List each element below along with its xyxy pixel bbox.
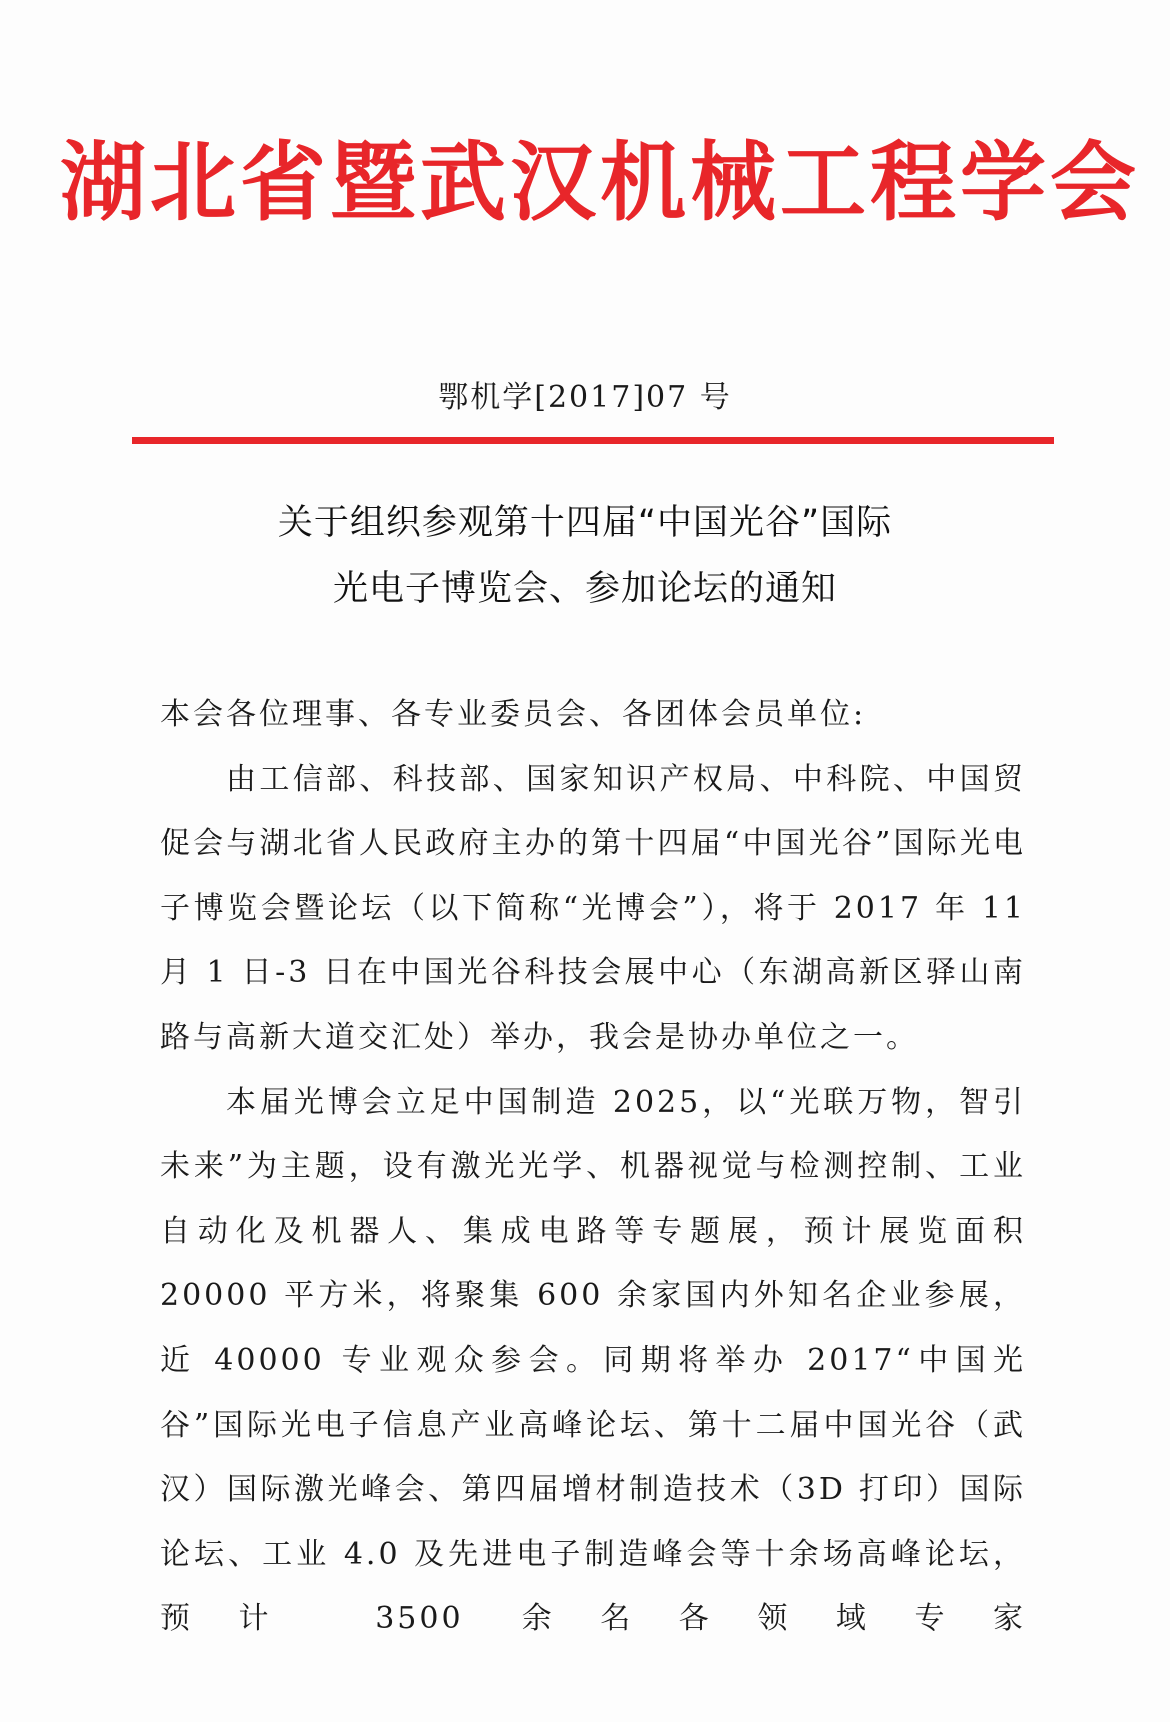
organization-letterhead: 湖北省暨武汉机械工程学会 bbox=[60, 132, 1140, 233]
notice-title-line-1: 关于组织参观第十四届“中国光谷”国际 bbox=[277, 503, 893, 543]
notice-body bbox=[160, 683, 1026, 1652]
document-number: 鄂机学[2017]07 号 bbox=[438, 380, 732, 415]
notice-title-line-2: 光电子博览会、参加论坛的通知 bbox=[332, 569, 837, 609]
notice-title bbox=[0, 490, 1170, 622]
body-paragraph-2: 本届光博会立足中国制造 2025，以“光联万物，智引未来”为主题，设有激光光学、机器视觉与检测控制、工业自动化及机器人、集成电路等专题展，预计展览面积 20000 平方米，将聚集 600 余家国内外知名企业参展，近 40000 专业观众参会。同期将举办 2017“中国光谷”国际光电子信息产业高峰论坛、第十二届中国光谷（武汉）国际激光峰会、第四届增材制造技术（3D 打印）国际论坛、工业 4.0 及先进电子制造峰会等十余场高峰论坛，预计 3500 余名各领域专家 bbox=[160, 1084, 1026, 1637]
body-paragraph-1: 由工信部、科技部、国家知识产权局、中科院、中国贸促会与湖北省人民政府主办的第十四届“中国光谷”国际光电子博览会暨论坛（以下简称“光博会”），将于 2017 年 11 月 1 日-3 日在中国光谷科技会展中心（东湖高新区驿山南路与高新大道交汇处）举办，我会是协办单位之一。 bbox=[160, 761, 1026, 1055]
salutation: 本会各位理事、各专业委员会、各团体会员单位: bbox=[160, 697, 867, 732]
red-divider-rule bbox=[132, 437, 1054, 444]
